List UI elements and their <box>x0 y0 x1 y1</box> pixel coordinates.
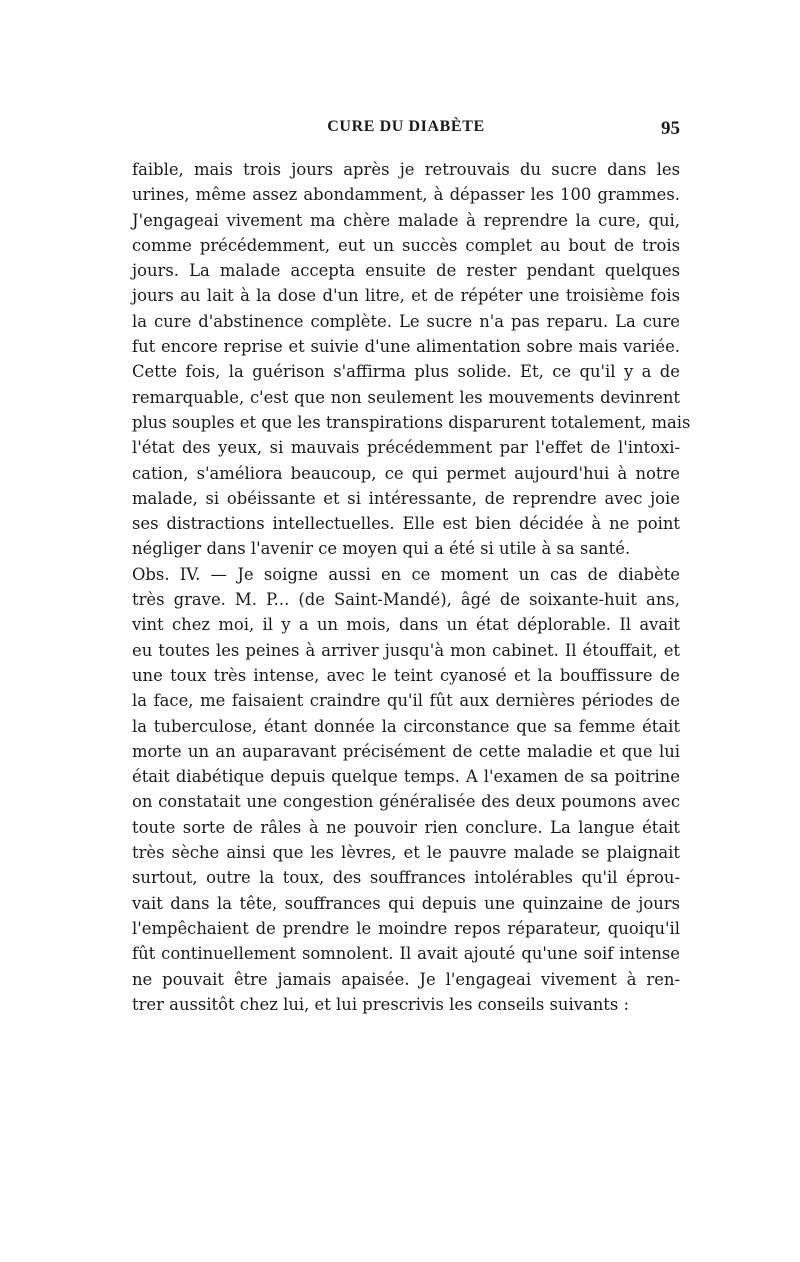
text-line: morte un an auparavant précisément de cette maladie et que lui <box>132 741 680 761</box>
text-line: malade, si obéissante et si intéressante, de reprendre avec joie <box>132 488 680 508</box>
text-line: fût continuellement somnolent. Il avait ajouté qu'une soif intense <box>132 944 680 964</box>
running-title: CURE DU DIABÈTE <box>327 118 485 135</box>
text-line: l'empêchaient de prendre le moindre repos réparateur, quoiqu'il <box>132 918 680 938</box>
text-line: urines, même assez abondamment, à dépasser les 100 grammes. <box>132 185 680 205</box>
page-number: 95 <box>661 118 680 139</box>
text-line: fut encore reprise et suivie d'une alimentation sobre mais variée. <box>132 337 680 357</box>
text-line: on constatait une congestion généralisée des deux poumons avec <box>132 792 680 812</box>
body-text <box>132 157 691 1017</box>
text-line: ses distractions intellectuelles. Elle est bien décidée à ne point <box>132 514 680 534</box>
text-line: jours. La malade accepta ensuite de rester pendant quelques <box>132 261 680 281</box>
text-line: cation, s'améliora beaucoup, ce qui permet aujourd'hui à notre <box>132 463 680 483</box>
text-line: la tuberculose, étant donnée la circonstance que sa femme était <box>132 716 680 736</box>
text-line: l'état des yeux, si mauvais précédemment par l'effet de l'intoxi- <box>132 438 680 458</box>
text-line: vait dans la tête, souffrances qui depuis une quinzaine de jours <box>132 893 680 913</box>
text-line: faible, mais trois jours après je retrouvais du sucre dans les <box>132 160 680 179</box>
text-line: la face, me faisaient craindre qu'il fût aux dernières périodes de <box>132 691 680 711</box>
text-line: toute sorte de râles à ne pouvoir rien conclure. La langue était <box>132 817 680 837</box>
text-line: très grave. M. P... (de Saint-Mandé), âgé de soixante-huit ans, <box>132 590 680 610</box>
text-line: vint chez moi, il y a un mois, dans un état déplorable. Il avait <box>132 615 680 635</box>
running-head <box>132 118 680 142</box>
text-line: eu toutes les peines à arriver jusqu'à mon cabinet. Il étouffait, et <box>132 640 680 660</box>
text-line: une toux très intense, avec le teint cyanosé et la bouffissure de <box>132 665 680 685</box>
text-line: Obs. IV. — Je soigne aussi en ce moment un cas de diabète <box>132 564 680 584</box>
text-line: la cure d'abstinence complète. Le sucre n'a pas reparu. La cure <box>132 311 680 331</box>
text-line: négliger dans l'avenir ce moyen qui a été si utile à sa santé. <box>132 539 631 559</box>
text-line: Cette fois, la guérison s'affirma plus solide. Et, ce qu'il y a de <box>132 362 680 382</box>
text-line: comme précédemment, eut un succès complet au bout de trois <box>132 235 680 255</box>
text-line: plus souples et que les transpirations disparurent totalement, mais <box>132 412 691 432</box>
text-line: J'engageai vivement ma chère malade à reprendre la cure, qui, <box>132 210 680 230</box>
text-line: ne pouvait être jamais apaisée. Je l'engageai vivement à ren- <box>132 969 680 989</box>
text-line: surtout, outre la toux, des souffrances intolérables qu'il éprou- <box>132 868 680 888</box>
text-line: très sèche ainsi que les lèvres, et le pauvre malade se plaignait <box>132 843 680 863</box>
text-line: trer aussitôt chez lui, et lui prescrivis les conseils suivants : <box>132 994 630 1014</box>
text-line: jours au lait à la dose d'un litre, et de répéter une troisième fois <box>132 286 680 306</box>
text-line: remarquable, c'est que non seulement les mouvements devinrent <box>132 387 680 407</box>
text-line: était diabétique depuis quelque temps. A l'examen de sa poitrine <box>132 767 680 787</box>
